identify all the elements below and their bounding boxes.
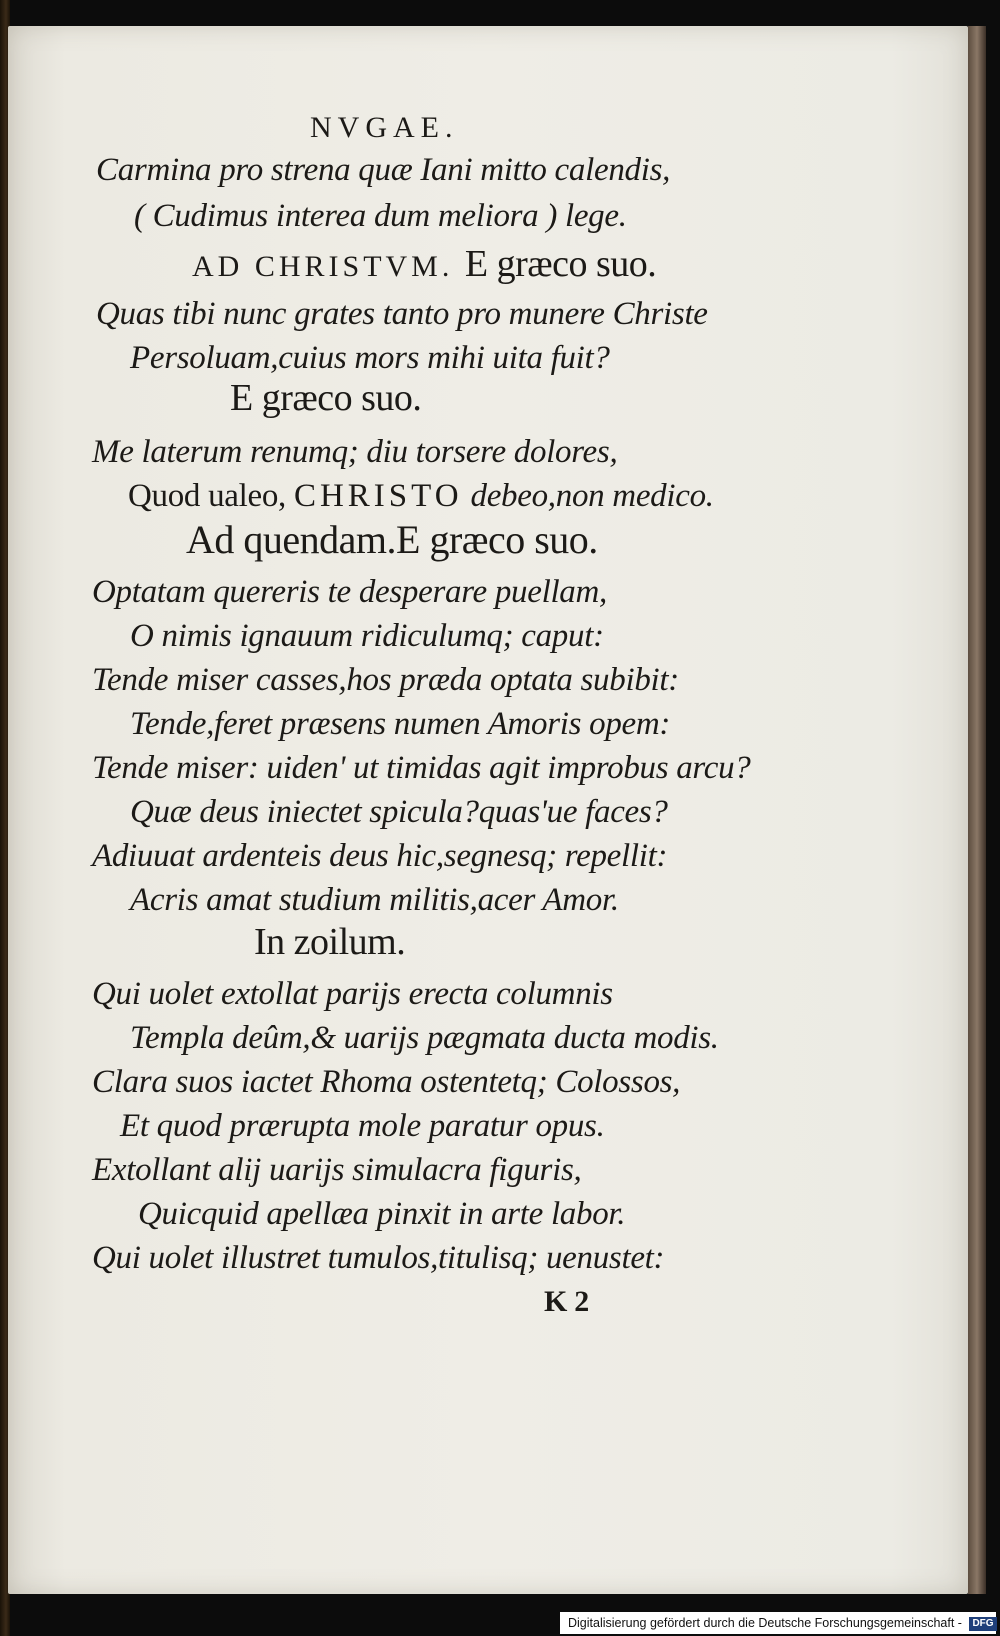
verse-line: Persoluam,cuius mors mihi uita fuit? [130,340,610,376]
verse-line: Extollant alij uarijs simulacra figuris, [92,1152,582,1188]
verse-line: Tende,feret præsens numen Amoris opem: [130,706,671,742]
page-edge [968,26,986,1594]
dfg-logo: DFG [969,1617,996,1631]
digitization-footer [560,1612,996,1634]
verse-line: Clara suos iactet Rhoma ostentetq; Colossos, [92,1064,681,1100]
heading-ad-christum-caps: AD CHRISTVM. [192,250,454,283]
running-head: NVGAE. [310,111,459,144]
verse-line: Tende miser: uiden' ut timidas agit improbus arcu? [92,750,751,786]
verse-line: Quas tibi nunc grates tanto pro munere Christe [96,296,708,332]
verse-line: Et quod prærupta mole paratur opus. [120,1108,605,1144]
verse-line-christo-caps: CHRISTO [293,478,463,514]
verse-line: Quicquid apellæa pinxit in arte labor. [138,1196,626,1232]
heading-ad-christum-greek: E græco suo. [464,243,657,285]
footer-text: Digitalisierung gefördert durch die Deutsche Forschungsgemeinschaft - [568,1616,962,1630]
verse-line: ( Cudimus interea dum meliora ) lege. [134,198,627,234]
verse-line: Qui uolet extollat parijs erecta columnis [92,976,613,1012]
verse-line: Qui uolet illustret tumulos,titulisq; uenustet: [92,1240,665,1276]
verse-line-christo [128,476,714,516]
verse-line: Me laterum renumq; diu torsere dolores, [92,434,618,470]
book-page [8,26,968,1594]
verse-line: O nimis ignauum ridiculumq; caput: [130,618,604,654]
verse-line: Adiuuat ardenteis deus hic,segnesq; repellit: [92,838,668,874]
heading-ad-quendam: Ad quendam.E græco suo. [186,517,598,562]
verse-line-part: Quod ualeo, [128,478,286,514]
verse-line: Carmina pro strena quæ Iani mitto calendis, [96,152,671,188]
signature-mark: K 2 [544,1285,589,1318]
heading-ad-christum [192,244,656,287]
verse-line: Quæ deus iniectet spicula?quas'ue faces? [130,794,668,830]
verse-line: Acris amat studium militis,acer Amor. [130,882,619,918]
verse-line: Tende miser casses,hos præda optata subibit: [92,662,679,698]
heading-in-zoilum: In zoilum. [254,921,406,963]
heading-e-graeco: E græco suo. [230,377,422,419]
verse-line: Templa deûm,& uarijs pægmata ducta modis. [130,1020,719,1056]
verse-line-part: debeo,non medico. [470,478,714,514]
verse-line: Optatam quereris te desperare puellam, [92,574,607,610]
